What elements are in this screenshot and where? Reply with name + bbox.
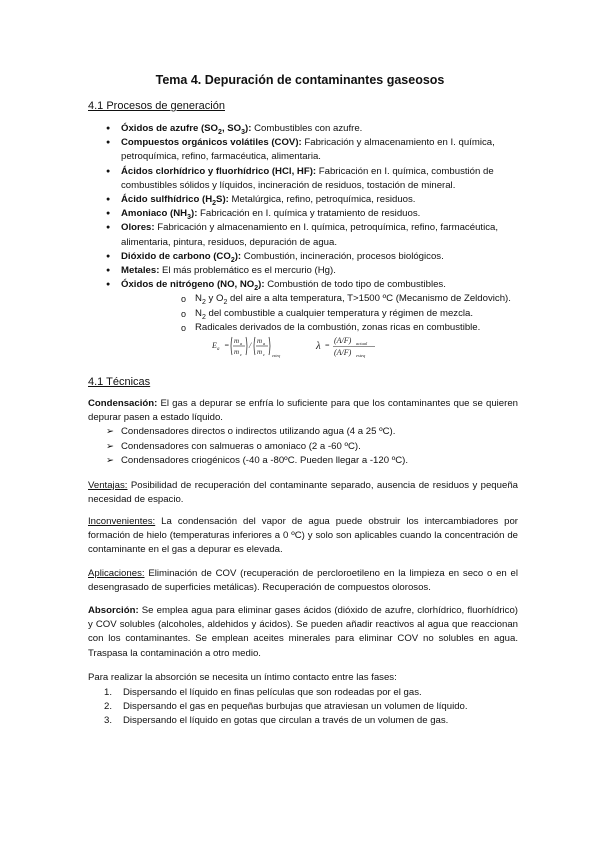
formula-text: a xyxy=(240,341,243,346)
formula-text: (A/F) xyxy=(334,348,352,357)
list-item: 1. Dispersando el líquido en finas películas que son rodeadas por el gas. xyxy=(104,687,422,698)
formula-text: E xyxy=(212,341,217,350)
list-item: ● Amoniaco $(NH_3)$: Fabricación en I. química y tratamiento de residuos. xyxy=(88,207,520,221)
formula-text: (A/F) xyxy=(334,336,352,345)
svg-text:=: = xyxy=(224,341,230,350)
formula-text: m xyxy=(234,348,240,356)
formula-text: m xyxy=(234,337,240,345)
list-item: 2. Dispersando el gas en pequeñas burbujas que atraviesan un volumen de líquido. xyxy=(104,701,468,713)
condensadores-list xyxy=(88,425,518,468)
list-item: o $N_2$ y $O_2$ del aire a alta temperatura, T>1500 ºC (Mecanismo de Zeldovich). xyxy=(121,292,520,306)
formula-text: a xyxy=(263,341,266,346)
label-absorcion: Absorción: xyxy=(88,605,139,616)
list-item: ● Óxidos de nitrógeno (NO, $NO_2$): Combustión de todo tipo de combustibles. o $N_2$ y $O_2$ del aire a alta temperatura, T>1500 ºC (Mecanismo de Zeldovich). o $N_2$ del combustible a cualquier temperatura y régimen de mezcla. o Radicales derivados de la combustión, zonas ricas en combustible. xyxy=(88,278,520,335)
label-aplicaciones: Aplicaciones: xyxy=(88,568,145,579)
stoichiometry-formula xyxy=(212,333,412,359)
paragraph-aplicaciones: Aplicaciones: Eliminación de COV (recuperación de percloroetileno en la limpieza en seco o en el desengrasado de superficies metálicas). Recuperación de compuestos olorosos. xyxy=(88,568,518,594)
list-item: ● Dióxido de carbono $(CO_2)$: Combustión, incineración, procesos biológicos. xyxy=(88,250,520,264)
list-item: ● Compuestos orgánicos volátiles (COV): Fabricación y almacenamiento en I. química, petroquímica, refino, farmacéutica, alimentaria. xyxy=(88,136,520,164)
paragraph-inconvenientes: Inconvenientes: La condensación del vapor de agua puede obstruir los intercambiadores por formación de hielo (temperaturas inferiores a 0 ºC) y solo son aplicables cuando la concentración de contaminante en el gas a depurar es elevada. xyxy=(88,516,518,556)
list-item: 3. Dispersando el líquido en gotas que circulan a través de un volumen de gas. xyxy=(104,715,449,727)
list-item: ➢ Condensadores criogénicos (-40 a -80ºC. Pueden llegar a -120 ºC). xyxy=(88,454,518,468)
formula-text: actual xyxy=(356,341,368,346)
formula-text: m xyxy=(257,348,263,356)
list-item: ● Ácido sulfhídrico $(H_2S)$: Metalúrgica, refino, petroquímica, residuos. xyxy=(88,193,520,207)
list-item: o $N_2$ del combustible a cualquier temperatura y régimen de mezcla. xyxy=(121,307,520,321)
paragraph-ventajas: Ventajas: Posibilidad de recuperación del contaminante separado, ausencia de residuos y pequeña necesidad de espacio. xyxy=(88,480,518,506)
list-item: ➢ Condensadores directos o indirectos utilizando agua (4 a 25 ºC). xyxy=(88,425,518,439)
formula-text: a xyxy=(217,347,220,352)
paragraph-fases-intro: Para realizar la absorción se necesita un íntimo contacto entre las fases: xyxy=(88,672,397,683)
list-item: ● Olores: Fabricación y almacenamiento en I. química, petroquímica, refino, farmacéutica, alimentaria, pintura, residuos, depuración de agua. xyxy=(88,221,520,249)
label-condensacion: Condensación: xyxy=(88,398,158,409)
list-item: ➢ Condensadores con salmueras o amoniaco (2 a -60 ºC). xyxy=(88,440,518,454)
formula-text: λ xyxy=(316,340,321,352)
list-item: ● Óxidos de azufre ($SO_2$, $SO_3$): Combustibles con azufre. xyxy=(88,122,520,136)
fases-list xyxy=(88,686,518,729)
formula-text: c xyxy=(240,352,242,357)
generation-process-list xyxy=(88,122,520,335)
paragraph-absorcion: Absorción: Se emplea agua para eliminar gases ácidos (dióxido de azufre, clorhídrico, fluorhídrico) y COV solubles (alcoholes, aldehidos y ácidos). Se pueden añadir reactivos al agua que reaccionan con los contaminantes. Se emplean aceites minerales para eliminar COV no solubles en agua. Traspasa la contaminación a otro medio. xyxy=(88,605,518,659)
label-ventajas: Ventajas: xyxy=(88,480,128,491)
page-title: Tema 4. Depuración de contaminantes gaseosos xyxy=(155,73,445,87)
svg-text:/: / xyxy=(249,341,252,350)
formula-text: c xyxy=(263,352,265,357)
formula-text: esteq xyxy=(272,353,281,358)
list-item: ● Metales: El más problemático es el mercurio (Hg). xyxy=(88,264,520,278)
formula-text: = xyxy=(325,341,330,350)
section-heading-tecnicas: 4.1 Técnicas xyxy=(88,376,151,388)
nox-mechanism-list xyxy=(121,292,520,335)
section-heading-procesos: 4.1 Procesos de generación xyxy=(88,100,225,112)
paragraph-condensacion: Condensación: El gas a depurar se enfría lo suficiente para que los contaminantes que se quieren depurar pasen a estado líquido. ➢ Condensadores directos o indirectos utilizando agua (4 a 25 ºC). ➢ Condensadores con salmueras o amoniaco (2 a -60 ºC). ➢ Condensadores criogénicos (-40 a -80ºC. Pueden llegar a -120 ºC). xyxy=(88,397,518,468)
formula-text: esteq xyxy=(356,353,366,358)
formula-text: m xyxy=(257,337,263,345)
label-inconvenientes: Inconvenientes: xyxy=(88,516,156,527)
list-item: ● Ácidos clorhídrico y fluorhídrico (HCl, HF): Fabricación en I. química, combustión de combustibles sólidos y líquidos, incineración de residuos, tostación de mineral. xyxy=(88,165,520,193)
list-item: o Radicales derivados de la combustión, zonas ricas en combustible. xyxy=(121,321,520,335)
